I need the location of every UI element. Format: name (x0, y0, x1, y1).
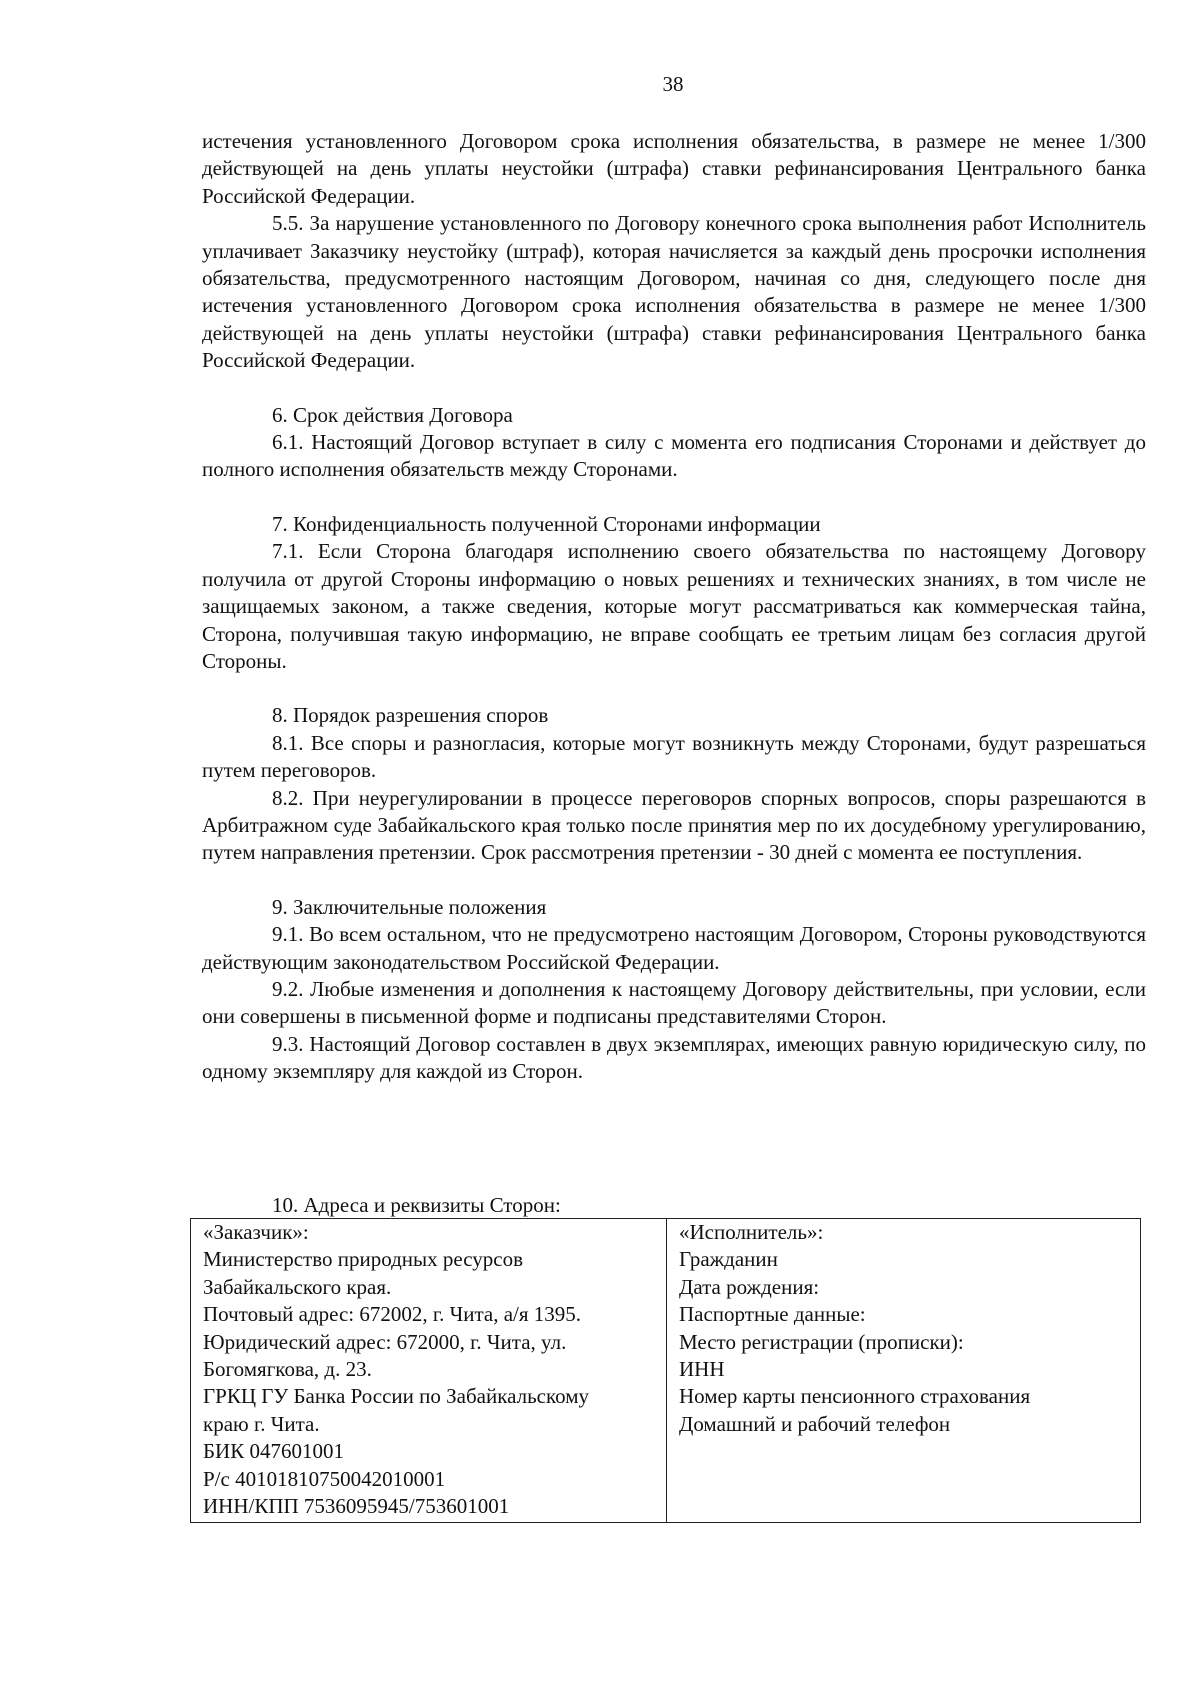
contractor-phone: Домашний и рабочий телефон (679, 1411, 951, 1436)
customer-title: «Заказчик»: (203, 1220, 309, 1244)
paragraph-9-2: 9.2. Любые изменения и дополнения к настоящему Договору действительны, при условии, если они совершены в письменной форме и подписаны представителями Сторон. (202, 976, 1146, 1029)
customer-org-line1: Министерство природных ресурсов (203, 1247, 524, 1272)
contractor-registration: Место регистрации (прописки): (679, 1329, 964, 1354)
paragraph-penalty-continuation: истечения установленного Договором срока исполнения обязательства, в размере не менее 1/300 действующей на день уплаты неустойки (штрафа) ставки рефинансирования Центрального банка Российской Федерации. (202, 129, 1146, 208)
customer-bik: БИК 047601001 (203, 1439, 344, 1464)
document-body (202, 128, 1146, 1086)
customer-bank-line2: краю г. Чита. (203, 1411, 320, 1436)
customer-legal-address-line2: Богомягкова, д. 23. (203, 1357, 372, 1382)
requisites-row (191, 1219, 1141, 1523)
customer-postal-address: Почтовый адрес: 672002, г. Чита, а/я 1395. (203, 1302, 582, 1327)
contractor-birth-date: Дата рождения: (679, 1274, 820, 1299)
page-number: 38 (662, 72, 684, 96)
contractor-pension-card: Номер карты пенсионного страхования (679, 1384, 1031, 1409)
contractor-citizen: Гражданин (679, 1247, 778, 1272)
section-heading-10: 10. Адреса и реквизиты Сторон: (272, 1193, 561, 1217)
section-heading-6: 6. Срок действия Договора (272, 402, 513, 427)
customer-cell (191, 1219, 667, 1523)
contractor-title: «Исполнитель»: (679, 1220, 824, 1244)
contractor-passport: Паспортные данные: (679, 1302, 866, 1327)
contractor-cell (667, 1219, 1141, 1523)
customer-org-line2: Забайкальского края. (203, 1274, 392, 1299)
paragraph-8-1: 8.1. Все споры и разногласия, которые могут возникнуть между Сторонами, будут разрешаться путем переговоров. (202, 730, 1146, 783)
customer-legal-address-line1: Юридический адрес: 672000, г. Чита, ул. (203, 1329, 567, 1354)
paragraph-8-2: 8.2. При неурегулировании в процессе переговоров спорных вопросов, споры разрешаются в Арбитражном суде Забайкальского края только после принятия мер по их досудебному урегулированию, путем направления претензии. Срок рассмотрения претензии - 30 дней с момента ее поступления. (202, 785, 1146, 865)
paragraph-5-5: 5.5. За нарушение установленного по Договору конечного срока выполнения работ Исполнитель уплачивает Заказчику неустойку (штраф), которая начисляется за каждый день просрочки исполнения обязательства, предусмотренного настоящим Договором, начиная со дня, следующего после дня истечения установленного Договором срока исполнения обязательства в размере не менее 1/300 действующей на день уплаты неустойки (штрафа) ставки рефинансирования Центрального банка Российской Федерации. (202, 211, 1146, 373)
customer-account: Р/с 40101810750042010001 (203, 1466, 446, 1491)
customer-bank-line1: ГРКЦ ГУ Банка России по Забайкальскому (203, 1384, 589, 1409)
customer-inn-kpp: ИНН/КПП 7536095945/753601001 (203, 1494, 510, 1519)
requisites-table (190, 1218, 1141, 1523)
contractor-inn: ИНН (679, 1357, 725, 1382)
section-heading-7: 7. Конфиденциальность полученной Сторонами информации (272, 511, 821, 536)
paragraph-9-3: 9.3. Настоящий Договор составлен в двух экземплярах, имеющих равную юридическую силу, по одному экземпляру для каждой из Сторон. (202, 1031, 1146, 1084)
paragraph-7-1: 7.1. Если Сторона благодаря исполнению своего обязательства по настоящему Договору получила от другой Стороны информацию о новых решениях и технических знаниях, в том числе не защищаемых законом, а также сведения, которые могут рассматриваться как коммерческая тайна, Сторона, получившая такую информацию, не вправе сообщать ее третьим лицам без согласия другой Стороны. (202, 539, 1146, 673)
paragraph-6-1: 6.1. Настоящий Договор вступает в силу с момента его подписания Сторонами и действует до полного исполнения обязательств между Сторонами. (202, 430, 1146, 482)
section-heading-9: 9. Заключительные положения (272, 894, 547, 919)
section-heading-8: 8. Порядок разрешения споров (272, 703, 549, 728)
paragraph-9-1: 9.1. Во всем остальном, что не предусмотрено настоящим Договором, Стороны руководствуются действующим законодательством Российской Федерации. (202, 922, 1146, 974)
